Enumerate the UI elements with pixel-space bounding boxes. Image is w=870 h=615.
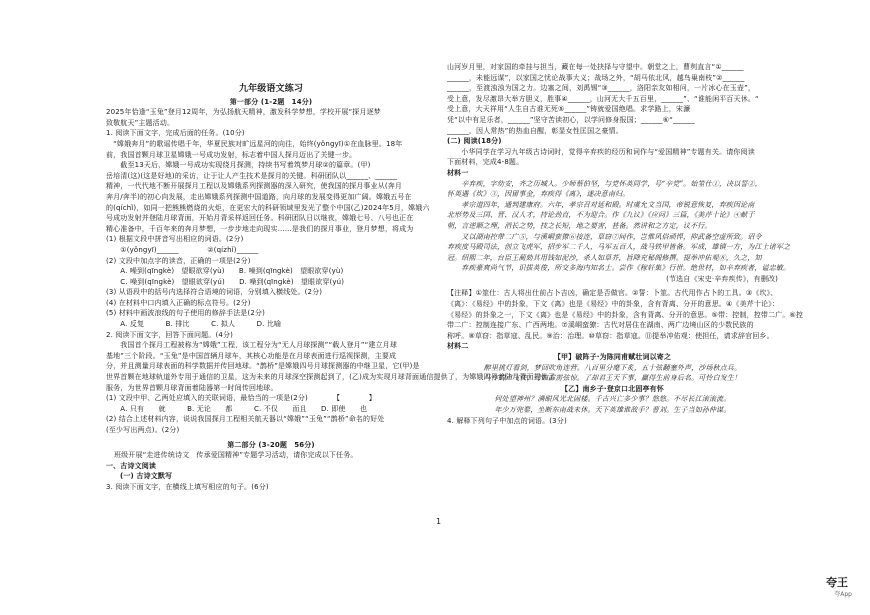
text-line: 受上意，大天祥用“人生自古谁无死⑤______”铸就爱国绝唱。求学路上，宋濂 [447, 105, 691, 114]
text-line: 号成功发射并登陆月球背面，开始月背采样返回任务。科研团队日以继夜，嫦娥七号、八号也正在 [106, 214, 414, 223]
note-line: 《离》：《易经》中的卦象，下文《离》也是《易经》中的卦象，含有背离、分开的意思。④《美芹十论》： [447, 300, 779, 309]
text-line: ______，因人常热”的热血自醒，彰显女性匡国之豪情。 [447, 126, 623, 135]
app-watermark-sub: 夸App [834, 591, 852, 598]
exam-title: 九年级语文练习 [238, 84, 304, 94]
material-2-label: 材料二 [447, 342, 469, 351]
right-column [447, 62, 804, 426]
classical-text-line: 北形势及三国、晋、汉人才，持论劲直，不为迎合。作《九议》《应问》三篇，《美芹十论》④献于 [447, 211, 755, 220]
section-heading-classical: 一、古诗文阅读 [106, 461, 157, 470]
poem-line: 年少万兜鍪，坐断东南战未休。天下英雄谁敌手？曹刘。生子当如孙仲谋。 [494, 406, 731, 414]
text-line: (2) 文段中加点字的读音，正确的一项是(2分) [106, 256, 251, 265]
material-1-source: (节选自《宋史·辛弃疾传》，有删改) [666, 274, 778, 283]
material-1-label: 材料一 [447, 168, 469, 177]
material-1-text [447, 179, 791, 274]
classical-text-line: 孝宗道四年，通判建康府。六年，孝宗召对延和殿。时虞允文当国，帝锐意恢复，弃疾因论南 [447, 200, 755, 209]
text-line: 岳培清(这)(这是好地)的采访，让于让人产生技术是探月的关键。科研团队以______、______ [106, 171, 398, 180]
subsection-heading-recitation: (一) 古诗文默写 [120, 472, 173, 481]
section-heading-reading: (二) 阅读(18分) [447, 137, 502, 146]
text-line: 下面材料，完成4-8题。 [447, 158, 524, 167]
poem-2-text [447, 394, 778, 415]
text-line: 2. 阅读下面文字，回答下面问题。(4分) [106, 330, 233, 339]
part2-description: 班级开展“走进传统诗文 传承爱国精神”专题学习活动，请你完成以下任务。 [114, 451, 358, 460]
text-line: (1) 文段中甲、乙两处应填入的关联词语，最恰当的一项是(2分) 【 】 [106, 394, 376, 403]
text-line: C. 噪到(qīngkè) 望眼欲穿(yú) D. 噪到(qīngkè) 望眼欲穿(yú) [106, 277, 345, 286]
reading-intro [447, 147, 778, 168]
text-line: 世界首颗在地球轨道外专用于通信的卫星，这为未来的月球深空探测起到了，(乙)成为实现月球背面通信提供了，为嫦娥四号着陆月背面提供了 [106, 373, 556, 382]
app-watermark: 夸王 [826, 576, 848, 589]
classical-text-line: 怀英遇《坎》③，因留事金，弃疾得《离》，遂决意南归。 [447, 190, 630, 199]
text-line: 受上意，发尽激昂大举方胆义，胜事④______，山河无大千五百里，______”、“谁能闲平百天休。“ [447, 94, 759, 103]
classical-text-line: 辛弃疾，字幼安，齐之历城人。少师蔡伯坚，与党怀英同学，号“辛党”。始筮仕①，决以誓②， [447, 179, 762, 188]
annotations [447, 288, 804, 341]
text-line: ______，至渡浊浊为国之力。边塞之间，刘禹锡“③______，洛阳亲友如相问，一片冰心在玉壶”， [447, 84, 756, 93]
note-line: 带二广：控制连接广东、广西两地。⑦溪峒蛮獠：古代对居住在湖南、两广边境山区的少数民族的 [447, 321, 754, 330]
text-line: A. 反复 B. 排比 C. 拟人 D. 比喻 [106, 320, 282, 329]
classical-text-line: 弃疾度马殿司法，创立飞虎军，招步军二千人，马军五百人，战马铁甲皆备。军成，雄镇一方，为江上诸军之 [447, 243, 791, 252]
part2-heading: 第二部分 (3-20题 56分) [227, 440, 315, 449]
text-line: 截至13天后，嫦娥一号成功实现绕月探测，持续书写着筑梦月球②的篇章。(甲) [106, 161, 371, 170]
note-line: 《易经》的卦象之一，下文《离》也是《易经》中的卦象，含有背离、分开的意思。⑤带：控制，控带二广。⑥控 [447, 310, 804, 319]
text-line: 我国首个探月工程被称为“嫦娥”工程，该工程分为“无人月球探测”“载人登月”“建立月球 [106, 341, 397, 350]
text-line: 前，我国首颗月球卫星嫦娥一号成功发射，标志着中国人探月迈出了关键一步。 [106, 150, 357, 159]
text-line: 分，并且测量月球表面的科学数据并传回地球。“鹊桥”是嫦娥四号月球探测器的中继卫星，它(甲)是 [106, 362, 420, 371]
text-line: (1) 根据文段中拼音写出相应的词语。(2分) [106, 235, 244, 244]
text-line: (4) 在材料中口内填入正确的标点符号。(2分) [106, 298, 251, 307]
question-3: 3. 阅读下面文字，在横线上填写相应的句子。(6分) [106, 482, 269, 491]
recitation-passage [447, 62, 778, 136]
text-line: “嫦娥奔月”的歌谣传唱千年，华夏民族对旷远星河的向往，始终(yǒngyī)①在血脉里。18年 [106, 139, 403, 148]
poem-1-title: 【甲】破阵子·为陈同甫赋壮词以寄之 [553, 353, 672, 362]
text-line: (5) 材料中画波浪线的句子使用的修辞手法是(2分) [106, 309, 265, 318]
text-line: 小华同学在学习九年级古诗词时，觉得辛弃疾的经历和词作与“爱国精神”专题有关。请你阅读 [447, 147, 755, 156]
question-4: 4. 解释下列句子中加点的词语。(3分) [447, 416, 567, 425]
text-line: A. 噪到(qīngkè) 望眼欲穿(yù) B. 噪到(qīngkè) 望眼欲穿(yù) [106, 267, 344, 276]
classical-text-line: 朝，言逆顺之理，消长之势，技之长短，地之要害，甚备。然讲和之方定，议不行。 [447, 221, 712, 230]
text-line: 精心准备中，千百年来的奔月梦想，一步步地走向现实……是我们的探月事业，登月梦想，将成为 [106, 224, 414, 233]
text-line: 1. 阅读下面文字，完成后面的任务。(10分) [106, 129, 245, 138]
classical-text-line: 冠。绍熙二年，台臣王蔺劾其用钱如泥沙，杀人如草芥，旨降充秘阁修撰。提举冲佑观⑧，久之，知 [447, 253, 762, 262]
classical-text-line: 又以湖南控带二广⑤，与溪峒蛮獠⑥接连，草窃⑦间作，岂惟风俗顽悍，抑武备空虚所致。诏令 [447, 232, 762, 241]
text-line: 山河岁月里，对家国的牵挂与担当，藏在每一处抉择与守望中。朝堂之上，曹刿直言“①______ [447, 63, 744, 71]
text-line: 致敬航天”主题活动。 [106, 118, 175, 127]
poem-line: 马作的卢飞快，弓如霹雳弦惊。了却君王天下事，赢得生前身后名。可怜白发生！ [483, 374, 742, 383]
text-line: ①(yǒngyī)______ ②(qízhǐ)______ [106, 245, 259, 254]
classical-text-line: 弃疾豪爽尚气节，识拔英俊，所交多海内知名士。尝作《稼轩集》行世。绝世材，如辛弃疾者，谥忠敏。 [447, 264, 791, 273]
text-line: 凭“以中有足乐者，______”坚守苦读初心，以学问修身报国；______⑥“______ [447, 115, 695, 124]
poem-1-text [447, 363, 778, 384]
text-line: 服务，为世界首颗月球背面着陆器第一时间传回地球。 [106, 383, 278, 392]
text-line: (3) 从语段中的括号内选择符合语境的词语，分别填入横线处。(2分) [106, 288, 323, 297]
page-number: 1 [436, 517, 442, 526]
text-line: (2) 结合上述材料内容，说说我国探月工程相关航天器以“嫦娥”“玉兔”“鹊桥”命名的好处 [106, 415, 385, 424]
text-line: 奔月/奔半)的初心向发展，走出嫦娥系列探测中国道路，向月球的发展变得更加广阔。嫦娥五号在 [106, 192, 412, 201]
part1-heading: 第一部分 (1-2题 14分) [229, 97, 313, 106]
text-line: 精神，一代代地不断开展探月工程以及嫦娥系列探测器的深入研究，使我国的探月事业从(奔月 [106, 182, 403, 191]
text-line: 2025年恰逢“玉兔”登月12周年，为弘扬航天精神，激发科学梦想，学校开展“探月逐梦 [106, 108, 381, 117]
text-line: 基地”三个阶段。“玉兔”是中国首辆月球车，其核心功能是在月球表面进行巡视探测，主要成 [106, 351, 397, 360]
text-line: ______，未能远谋”，以家国之忧论战事大义；战场之外，“胡马依北风，越鸟巢南枝”②______ [447, 73, 745, 82]
text-line: A. 只有 就 B. 无论 都 C. 不仅 而且 D. 即使 也 [106, 404, 367, 413]
note-line: 称呼。⑧草窃：指草寇、乱民。⑨治：治理。⑩草窃：指草寇。⑪提举冲佑观：使担任，请求辞官回乡。 [447, 331, 774, 340]
text-line: 的(qíchǐ)，如同一把熊熊燃烧的火炬，在更宏大的科研领域里发光了整个中国(乙)2024年5月，嫦娥六 [106, 203, 430, 212]
text-line: (至少写出两点)。(2分) [106, 426, 180, 434]
poem-line: 何处望神州？满眼风光北固楼。千古兴亡多少事？悠悠。不尽长江滚滚流。 [494, 395, 731, 404]
note-line: 【注释】①筮仕：古人将出仕前占卜吉凶，确定是否做官。②誓：卜筮。古代用作占卜的工具。③《坎》、 [447, 289, 778, 298]
poem-line: 醉里挑灯看剑，梦回吹角连营。八百里分麾下炙，五十弦翻塞外声，沙场秋点兵。 [483, 363, 742, 372]
poem-2-title: 【乙】南乡子·登京口北固亭有怀 [561, 384, 664, 393]
